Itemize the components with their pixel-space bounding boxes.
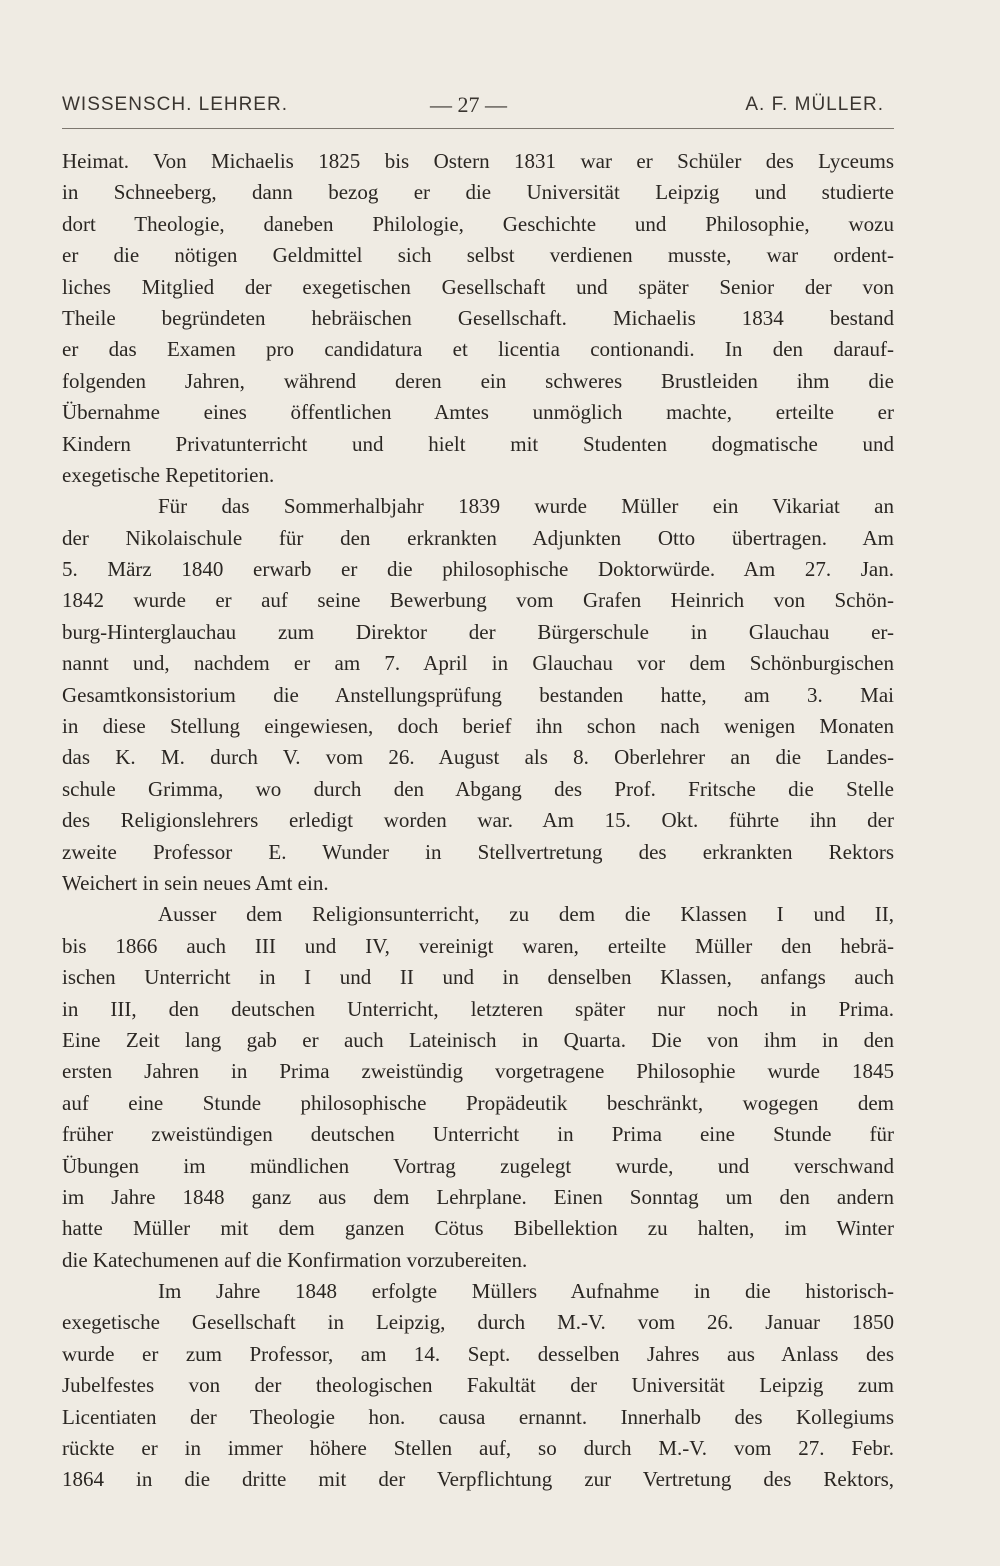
text-line: Übernahme eines öffentlichen Amtes unmöglich machte, erteilte er (62, 400, 894, 425)
text-line: 1864 in die dritte mit der Verpflichtung zur Vertretung des Rektors, (62, 1467, 894, 1492)
page-number: — 27 — (430, 92, 507, 117)
text-line: Heimat. Von Michaelis 1825 bis Ostern 1831 war er Schüler des Lyceums (62, 149, 894, 173)
text-line: ersten Jahren in Prima zweistündig vorgetragene Philosophie wurde 1845 (62, 1059, 894, 1084)
paragraph (62, 146, 894, 491)
text-line: zweite Professor E. Wunder in Stellvertretung des erkrankten Rektors (62, 839, 894, 864)
header-section-title: WISSENSCH. LEHRER. (62, 94, 288, 115)
text-line: bis 1866 auch III und IV, vereinigt waren, erteilte Müller den hebrä- (62, 933, 894, 958)
text-line: exegetische Gesellschaft in Leipzig, durch M.-V. vom 26. Januar 1850 (62, 1310, 894, 1335)
text-line: er das Examen pro candidatura et licentia contionandi. In den darauf- (62, 337, 894, 362)
text-line: ischen Unterricht in I und II und in denselben Klassen, anfangs auch (62, 965, 894, 990)
text-line: 5. März 1840 erwarb er die philosophische Doktorwürde. Am 27. Jan. (62, 557, 894, 582)
text-line: 1842 wurde er auf seine Bewerbung vom Grafen Heinrich von Schön- (62, 588, 894, 613)
text-line: in Schneeberg, dann bezog er die Universität Leipzig und studierte (62, 180, 894, 205)
paragraph (62, 491, 894, 899)
text-line: Kindern Privatunterricht und hielt mit Studenten dogmatische und (62, 431, 894, 456)
text-line: die Katechumenen auf die Konfirmation vorzubereiten. (62, 1247, 528, 1272)
text-line: dort Theologie, daneben Philologie, Geschichte und Philosophie, wozu (62, 211, 894, 236)
text-line: Eine Zeit lang gab er auch Lateinisch in Quarta. Die von ihm in den (62, 1027, 894, 1052)
text-line: in diese Stellung eingewiesen, doch berief ihn schon nach wenigen Monaten (62, 714, 894, 739)
text-line: Ausser dem Religionsunterricht, zu dem die Klassen I und II, (158, 902, 894, 927)
text-line: Übungen im mündlichen Vortrag zugelegt wurde, und verschwand (62, 1153, 894, 1178)
text-line: auf eine Stunde philosophische Propädeutik beschränkt, wogegen dem (62, 1090, 894, 1115)
text-line: Gesamtkonsistorium die Anstellungsprüfung bestanden hatte, am 3. Mai (62, 682, 894, 707)
text-line: im Jahre 1848 ganz aus dem Lehrplane. Einen Sonntag um den andern (62, 1184, 894, 1209)
text-line: liches Mitglied der exegetischen Gesellschaft und später Senior der von (62, 274, 894, 299)
text-line: der Nikolaischule für den erkrankten Adjunkten Otto übertragen. Am (62, 525, 894, 550)
body-text (62, 146, 894, 1496)
text-line: schule Grimma, wo durch den Abgang des Prof. Fritsche die Stelle (62, 776, 894, 801)
header-rule (62, 128, 894, 129)
text-line: des Religionslehrers erledigt worden war. Am 15. Okt. führte ihn der (62, 808, 894, 833)
text-line: rückte er in immer höhere Stellen auf, so durch M.-V. vom 27. Febr. (62, 1436, 894, 1461)
text-line: Weichert in sein neues Amt ein. (62, 870, 329, 895)
text-line: Für das Sommerhalbjahr 1839 wurde Müller ein Vikariat an (158, 494, 894, 519)
text-line: er die nötigen Geldmittel sich selbst verdienen musste, war ordent- (62, 243, 894, 268)
text-line: burg-Hinterglauchau zum Direktor der Bürgerschule in Glauchau er- (62, 619, 894, 644)
text-line: Licentiaten der Theologie hon. causa ernannt. Innerhalb des Kollegiums (62, 1404, 894, 1429)
text-line: früher zweistündigen deutschen Unterricht in Prima eine Stunde für (62, 1122, 894, 1147)
text-line: nannt und, nachdem er am 7. April in Glauchau vor dem Schönburgischen (62, 651, 894, 676)
text-line: wurde er zum Professor, am 14. Sept. desselben Jahres aus Anlass des (62, 1341, 894, 1366)
text-line: folgenden Jahren, während deren ein schweres Brustleiden ihm die (62, 368, 894, 393)
text-line: Im Jahre 1848 erfolgte Müllers Aufnahme in die historisch- (158, 1279, 894, 1304)
paragraph (62, 899, 894, 1276)
header-author: A. F. MÜLLER. (745, 94, 884, 115)
text-line: Theile begründeten hebräischen Gesellschaft. Michaelis 1834 bestand (62, 305, 894, 330)
text-line: hatte Müller mit dem ganzen Cötus Bibellektion zu halten, im Winter (62, 1216, 894, 1241)
paragraph (62, 1276, 894, 1496)
text-line: exegetische Repetitorien. (62, 462, 275, 487)
text-line: in III, den deutschen Unterricht, letzteren später nur noch in Prima. (62, 996, 894, 1021)
running-header (62, 94, 892, 124)
text-line: Jubelfestes von der theologischen Fakultät der Universität Leipzig zum (62, 1373, 894, 1398)
text-line: das K. M. durch V. vom 26. August als 8. Oberlehrer an die Landes- (62, 745, 894, 770)
